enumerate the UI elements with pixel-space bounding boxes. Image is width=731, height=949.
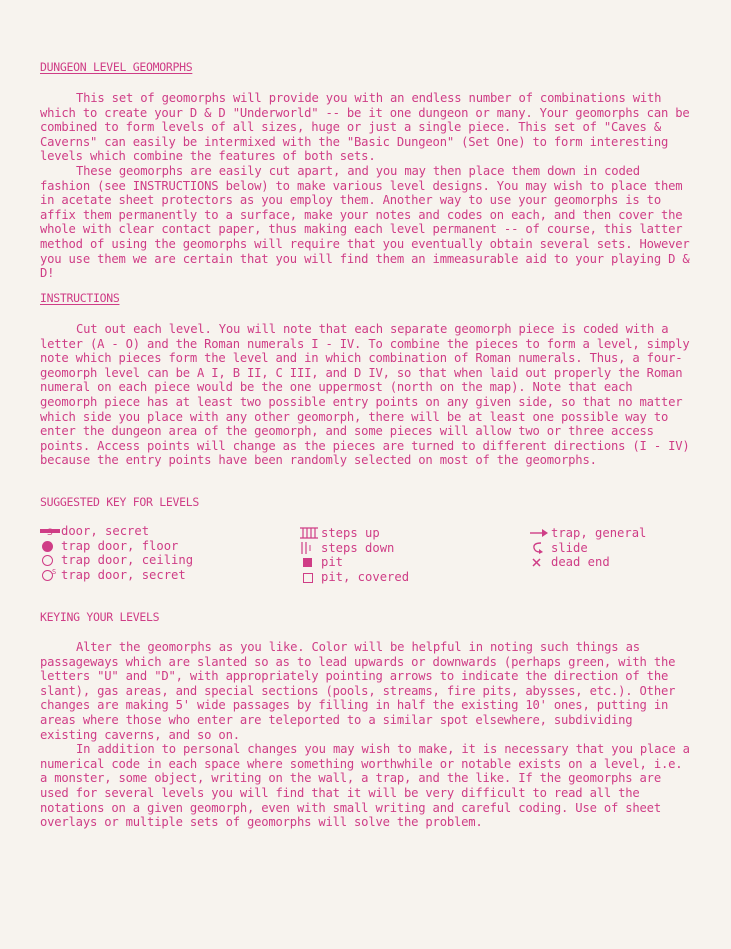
key-label: trap door, secret — [61, 567, 186, 582]
heading-keying-your-levels: KEYING YOUR LEVELS — [40, 610, 160, 624]
intro-paragraph-2: These geomorphs are easily cut apart, and you may then place them down in coded fashion (see INSTRUCTIONS below) to make various level designs. You may wish to place them in acetate sheet protectors as you employ them. Another way to use your geomorphs is to affix them permanently to a surface, make your notes and codes on each, and then cover the whole with clear contact paper, thus making each level permanent -- of course, this latter method of using the geomorphs will require that you eventually obtain several sets. However you use them we are certain that you will find them an immeasurable aid to your playing D & D! — [40, 163, 690, 281]
key-item — [300, 555, 409, 570]
key-item — [300, 570, 409, 585]
key-item — [530, 555, 646, 570]
key-column-1 — [40, 524, 193, 582]
key-item — [40, 568, 193, 583]
slide-icon — [530, 542, 548, 554]
key-label: steps up — [321, 526, 380, 540]
key-item — [300, 541, 409, 556]
key-item — [40, 553, 193, 568]
door-secret-icon — [40, 525, 58, 537]
steps-up-icon — [300, 527, 318, 539]
heading-suggested-key: SUGGESTED KEY FOR LEVELS — [40, 495, 199, 509]
svg-text:S: S — [47, 528, 53, 538]
pit-icon — [300, 556, 318, 568]
key-item — [300, 526, 409, 541]
dead-end-icon — [530, 556, 548, 568]
key-label: pit — [321, 555, 344, 570]
key-item — [40, 524, 193, 539]
key-column-2 — [300, 526, 409, 584]
instructions-paragraph-1: Cut out each level. You will note that each separate geomorph piece is coded with a letter (A - O) and the Roman numerals I - IV. To combine the pieces to form a level, simply note which pieces form the level and in which combination of Roman numerals. Thus, a four-geomorph level can be A I, B II, C III, and D IV, so that when laid out properly the Roman numeral on each piece would be the one uppermost (north on the map). Note that each geomorph piece has at least two possible entry points on any given side, so that no matter which side you place with any other geomorph, there will be at least one possible way to enter the dungeon area of the geomorph, and some pieces will allow two or three access points. Access points will change as the pieces are turned to different directions (I - IV) because the entry points have been randomly selected on most of the geomorphs. — [40, 322, 690, 468]
heading-instructions: INSTRUCTIONS — [40, 291, 120, 305]
steps-down-icon — [300, 542, 318, 554]
instructions-text — [40, 322, 695, 468]
key-label: trap door, floor — [61, 538, 179, 553]
key-label: door, secret — [61, 524, 150, 538]
key-column-3 — [530, 526, 646, 570]
keying-paragraph-1: Alter the geomorphs as you like. Color will be helpful in noting such things as passageways which are slanted so as to lead upwards or downwards (perhaps green, with the letters "U" and "D", with appropriately pointing arrows to indicate the direction of the slant), gas areas, and special sections (pools, streams, fire pits, abysses, etc.). Other changes are making 5' wide passages by filling in half the existing 10' ones, putting in areas where those who enter are teleported to a similar spot elsewhere, subdividing existing caverns, and so on. — [40, 640, 676, 742]
key-label: pit, covered — [321, 569, 410, 584]
key-label: slide — [551, 540, 588, 555]
trap-door-floor-icon — [40, 540, 58, 552]
keying-text — [40, 640, 695, 830]
pit-covered-icon — [300, 571, 318, 583]
key-item — [40, 539, 193, 554]
keying-paragraph-2: In addition to personal changes you may wish to make, it is necessary that you place a numerical code in each space where something worthwhile or notable exists on a level, i.e. a monster, some object, writing on the wall, a trap, and the like. If the geomorphs are used for several levels you will find that it will be very difficult to read all the notations on a given geomorph, even with small writing and careful coding. Use of sheet overlays or multiple sets of geomorphs will solve the problem. — [40, 742, 690, 830]
intro-text — [40, 91, 695, 281]
trap-general-icon — [530, 527, 548, 539]
key-label: dead end — [551, 555, 610, 570]
trap-door-secret-icon: S — [40, 569, 58, 581]
key-label: trap, general — [551, 526, 647, 540]
key-label: trap door, ceiling — [61, 553, 194, 568]
key-label: steps down — [321, 540, 395, 555]
key-item — [530, 526, 646, 541]
heading-dungeon-level-geomorphs: DUNGEON LEVEL GEOMORPHS — [40, 60, 193, 74]
intro-paragraph-1: This set of geomorphs will provide you with an endless number of combinations with which to create your D & D "Underworld" -- be it one dungeon or many. Your geomorphs can be combined to form levels of all sizes, huge or just a single piece. This set of "Caves & Caverns" can easily be intermixed with the "Basic Dungeon" (Set One) to form interesting levels which combine the features of both sets. — [40, 91, 690, 164]
key-item — [530, 541, 646, 556]
